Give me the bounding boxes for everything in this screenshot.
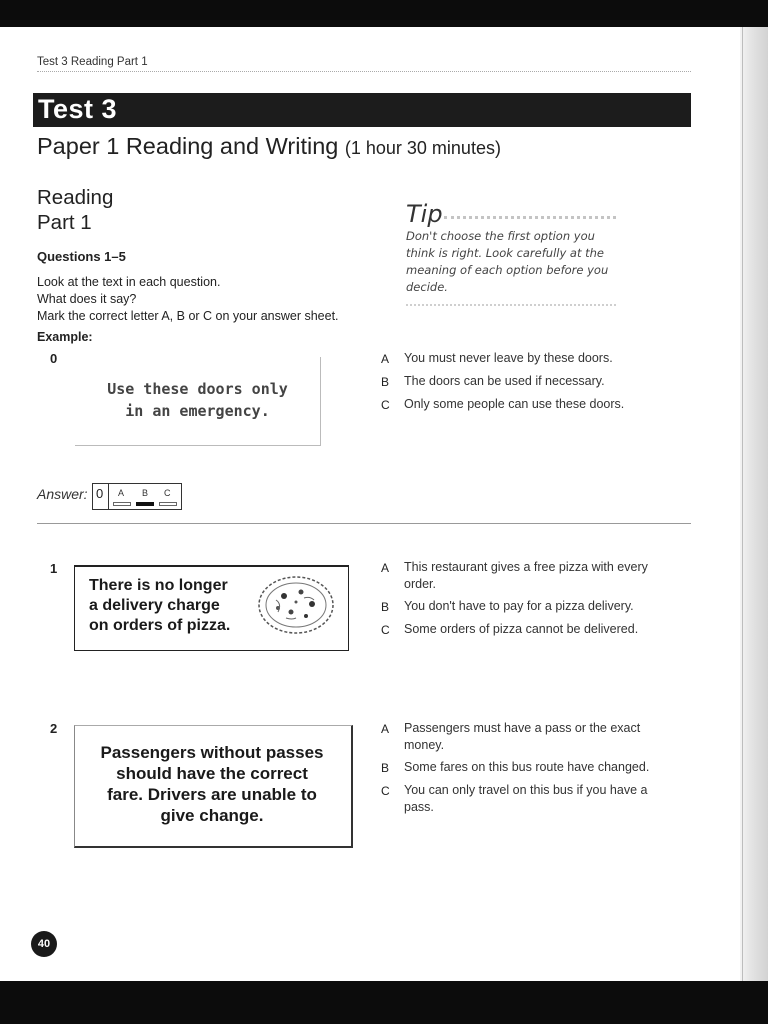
option-letter: C [381, 784, 390, 798]
answer-mark-a [113, 502, 131, 506]
notice-line: There is no longer [89, 577, 228, 594]
running-head: Test 3 Reading Part 1 [37, 56, 148, 68]
tip-bottom-line [406, 304, 616, 306]
scan-page-edge [740, 27, 768, 981]
option-letter: B [381, 600, 390, 614]
answer-box-divider [108, 483, 109, 510]
test-banner [33, 93, 691, 127]
tip-text: Don't choose the first option you think is right. Look carefully at the meaning of each option before you decide. [406, 229, 609, 294]
example-number: 0 [50, 351, 58, 366]
question-1-notice-text [89, 576, 230, 636]
option-text: Some fares on this bus route have changed. [404, 760, 650, 774]
instruction-line: What does it say? [37, 292, 137, 306]
notice-line: fare. Drivers are unable to [107, 785, 317, 804]
answer-letter-b: B [142, 488, 149, 498]
page-edge-line [742, 27, 743, 981]
example-notice-text [75, 378, 320, 422]
section-title-line2: Part 1 [37, 211, 92, 234]
option-letter: A [381, 561, 390, 575]
option-letter: C [381, 623, 390, 637]
scan-bottom-border [0, 981, 768, 1024]
page-number-badge: 40 [31, 931, 57, 957]
instructions [37, 274, 339, 325]
option-text: You can only travel on this bus if you have a pass. [404, 783, 648, 814]
answer-mark-b [136, 502, 154, 506]
option-text: This restaurant gives a free pizza with every order. [404, 560, 648, 591]
banner-title: Test 3 [38, 94, 118, 124]
option-letter: A [381, 722, 390, 736]
paper-title-text: Paper 1 Reading and Writing [37, 133, 339, 159]
option-text: Some orders of pizza cannot be delivered. [404, 622, 639, 636]
option-letter: C [381, 398, 390, 412]
section-title-line1: Reading [37, 186, 114, 209]
notice-line: in an emergency. [125, 402, 270, 420]
notice-line: on orders of pizza. [89, 617, 231, 634]
notice-line: Passengers without passes [100, 743, 324, 762]
answer-number: 0 [96, 486, 104, 501]
answer-letter-a: A [118, 488, 125, 498]
option-text: Only some people can use these doors. [404, 397, 625, 411]
instruction-line: Mark the correct letter A, B or C on your answer sheet. [37, 309, 339, 323]
notice-line: a delivery charge [89, 597, 220, 614]
notice-line: Use these doors only [107, 380, 288, 398]
option-text: The doors can be used if necessary. [404, 374, 605, 388]
running-head-rule [37, 71, 691, 72]
option-letter: A [381, 352, 390, 366]
paper-duration: (1 hour 30 minutes) [344, 138, 501, 158]
pizza-illustration [256, 574, 336, 636]
section-title [37, 185, 113, 235]
answer-letter-c: C [164, 488, 171, 498]
option-text: You must never leave by these doors. [404, 351, 613, 365]
question-1-number: 1 [50, 561, 58, 576]
paper-title [37, 133, 501, 160]
notice-line: give change. [160, 806, 264, 825]
tip-title: Tip [406, 200, 443, 228]
questions-heading: Questions 1–5 [37, 249, 126, 264]
notice-line: should have the correct [116, 764, 308, 783]
example-label: Example: [37, 330, 93, 344]
option-letter: B [381, 761, 390, 775]
section-separator [37, 523, 691, 524]
question-2-notice-text [74, 742, 350, 826]
scan-top-border [0, 0, 768, 27]
tip-dotted-line [444, 216, 616, 219]
question-2-number: 2 [50, 721, 58, 736]
option-text: Passengers must have a pass or the exact money. [404, 721, 641, 752]
answer-label: Answer: [37, 486, 88, 502]
option-letter: B [381, 375, 390, 389]
option-text: You don't have to pay for a pizza delivery. [404, 599, 634, 613]
answer-mark-c [159, 502, 177, 506]
instruction-line: Look at the text in each question. [37, 275, 221, 289]
